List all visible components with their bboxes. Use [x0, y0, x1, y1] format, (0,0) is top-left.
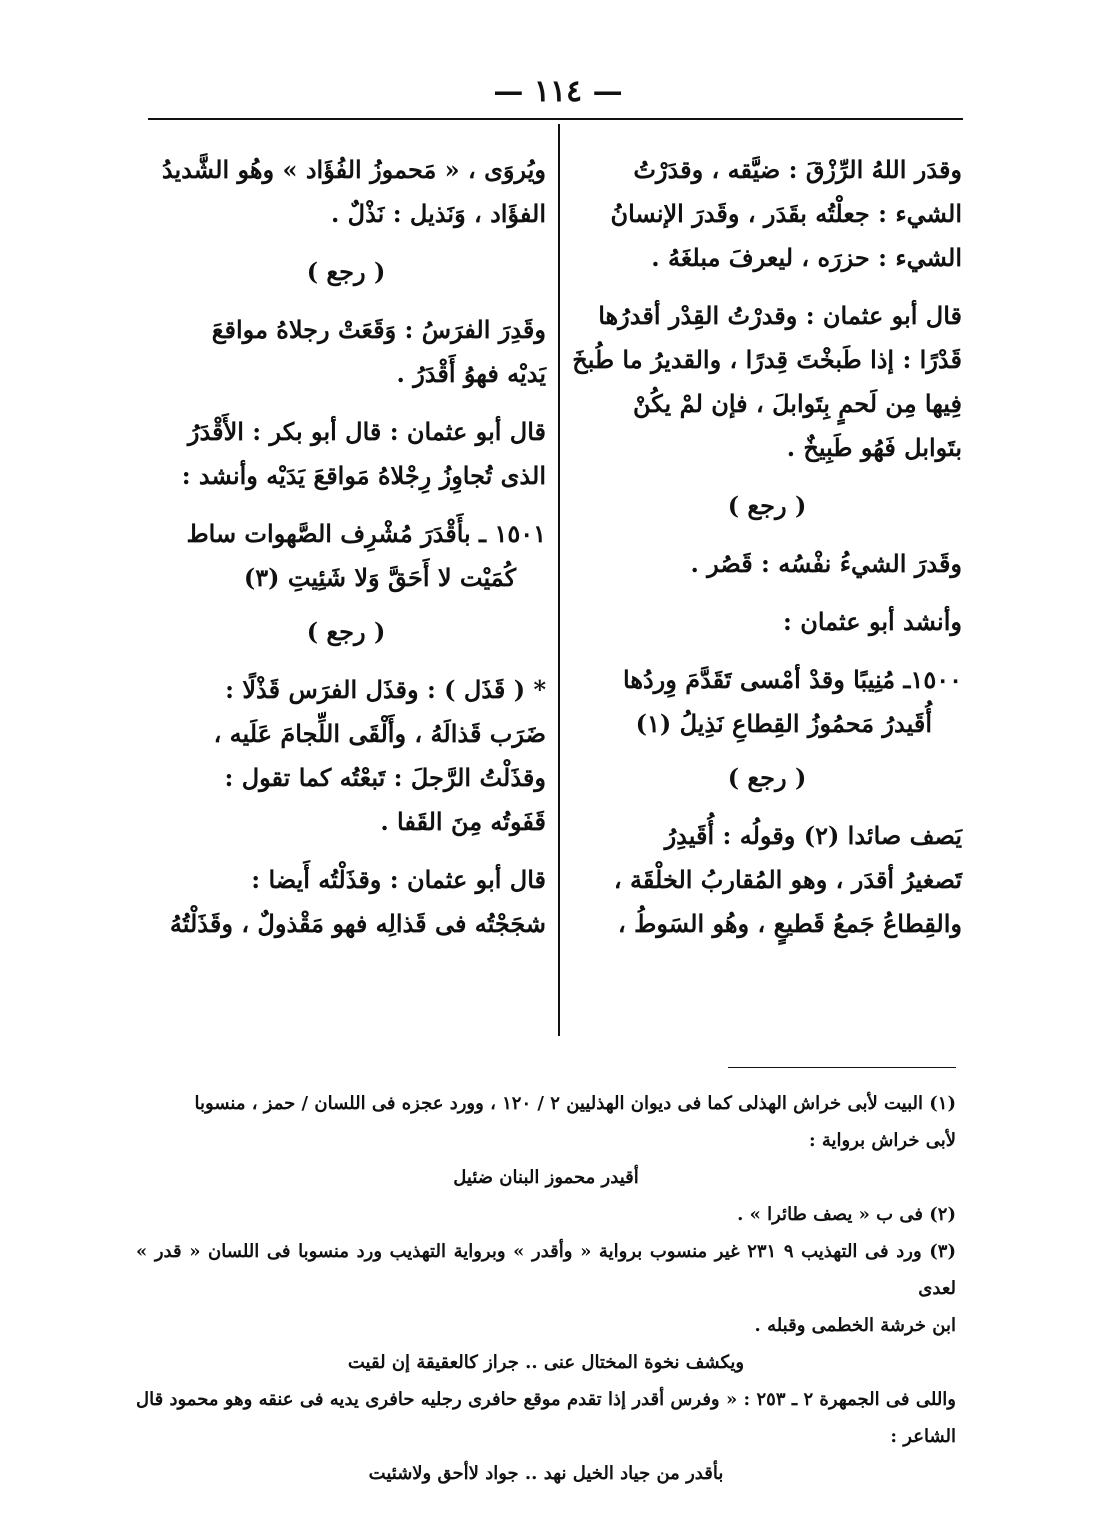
paragraph	[572, 148, 962, 280]
paragraph	[572, 600, 962, 644]
left-column	[146, 148, 546, 960]
paragraph	[572, 814, 962, 946]
text-line: قال أبو عثمان : قال أبو بكر : الأَقْدَرُ	[187, 417, 546, 446]
verse-line: كُمَيْت لا أَحَقَّ وَلا شَئِيتِ (٣)	[243, 563, 516, 592]
footnote-line: ويكشف نخوة المختال عنى .. جراز كالعقيقة إن لقيت	[347, 1352, 745, 1373]
text-line: بتَوابل فَهُو طَبِيخٌ .	[786, 433, 962, 462]
text-line: ضَرَب قَذالَهُ ، وأَلْقَى اللِّجامَ عَلَيه ،	[213, 719, 546, 748]
text-line: الذى تُجاوِزُ رِجْلاهُ مَواقعَ يَدَيْه وأنشد :	[181, 461, 546, 490]
footnotes	[136, 1085, 956, 1492]
verse-line: ١٥٠٠ـ مُنِيبًا وقدْ أمْسى تَقَدَّمَ وِردُها	[623, 665, 962, 694]
paragraph	[146, 308, 546, 396]
column-divider	[558, 124, 560, 1036]
right-column	[572, 148, 962, 960]
verse	[146, 512, 546, 600]
header-rule	[148, 118, 963, 120]
text-line: وقَدِرَ الفرَسُ : وَقَعَتْ رجلاهُ مواقعَ	[211, 315, 546, 344]
text-line: قَفَوتُه مِنَ القَفا .	[380, 807, 546, 836]
text-line: يَصف صائدا (٢) وقولُه : أُقَيدِرُ	[664, 821, 962, 850]
text-line: شجَجْتُه فى قَذالِه فهو مَقْذولٌ ، وقَذَلْتُهُ	[169, 909, 546, 938]
footnote-line: بأقدر من جياد الخيل نهد .. جواد لاأحق ولاشئيت	[368, 1463, 724, 1484]
text-line: وأنشد أبو عثمان :	[783, 607, 962, 636]
section-marker: ( رجع )	[727, 763, 807, 792]
verse-line: ١٥٠١ ـ بأَقْدَرَ مُشْرِف الصَّهوات ساط	[186, 519, 546, 548]
text-line: الشيء : جعلْتُه بقَدَر ، وقَدرَ الإنسانُ	[610, 199, 962, 228]
section-marker: ( رجع )	[727, 491, 807, 520]
paragraph	[146, 410, 546, 498]
footnote-rule	[728, 1067, 956, 1068]
footnote-line: لأبى خراش برواية :	[808, 1130, 956, 1151]
footnote-line: واللى فى الجمهرة ٢ ـ ٢٥٣ : « وفرس أقدر إذا تقدم موقع حافرى رجليه حافرى يديه فى عنقه وهو محمود قال الشاعر :	[136, 1389, 956, 1447]
text-line: قال أبو عثمان : وقذَلْتُه أَيضا :	[251, 865, 546, 894]
text-line: وقذَلْتُ الرَّجلَ : تَبعْتُه كما تقول :	[224, 763, 546, 792]
text-line: والقِطاعُ جَمعُ قَطيعٍ ، وهُو السَوطُ ،	[618, 909, 962, 938]
footnote-line: (٣) ورد فى التهذيب ٩ ٢٣١ غير منسوب برواية « وأقدر » وبرواية التهذيب ورد منسوبا فى اللسان « قدر » لعدى	[136, 1241, 956, 1299]
text-line: فِيها مِن لَحمٍ بِتَوابلَ ، فإن لمْ يكُنْ	[633, 389, 962, 418]
footnote-line: ابن خرشة الخطمى وقبله .	[754, 1315, 956, 1336]
paragraph	[146, 668, 546, 844]
page-number: — ١١٤ —	[493, 74, 623, 109]
verse-line: أُقَيدرُ مَحمُوزُ القِطاعِ نَذِيلُ (١)	[635, 709, 932, 738]
text-line: الشيء : حزرَه ، ليعرفَ مبلغَهُ .	[651, 243, 962, 272]
text-line: قال أبو عثمان : وقدرْتُ القِدْر أقدرُها	[598, 301, 962, 330]
text-line: الفؤَاد ، وَنَذيل : نَذْلٌ .	[330, 199, 546, 228]
paragraph	[572, 542, 962, 586]
text-line: يَديْه فهوُ أَقْدَرُ .	[396, 359, 546, 388]
section-marker: ( رجع )	[306, 257, 386, 286]
paragraph	[146, 858, 546, 946]
text-line: وقَدرَ الشيءُ نفْسُه : قَصُر .	[690, 549, 962, 578]
text-line: وقدَر اللهُ الرِّزْقَ : ضيَّقه ، وقدَرْتُ	[633, 155, 962, 184]
footnote-line: (١) البيت لأبى خراش الهذلى كما فى ديوان الهذليين ٢ / ١٢٠ ، وورد عجزه فى اللسان / حمز ، منسوبا	[194, 1093, 956, 1114]
paragraph	[572, 294, 962, 470]
text-line: * ( قَذَل ) : وقذَل الفرَس قَذْلًا :	[225, 675, 546, 704]
footnote-line: (٢) فى ب « يصف طائرا » .	[737, 1204, 956, 1225]
verse	[572, 658, 962, 746]
footnote-line: أقيدر محموز البنان ضئيل	[453, 1167, 639, 1188]
section-marker: ( رجع )	[306, 617, 386, 646]
text-line: ويُروَى ، « مَحموزُ الفُؤَاد » وهُو الشَّديدُ	[161, 155, 546, 184]
text-line: تَصغيرُ أقدَر ، وهو المُقاربُ الخلْقَة ،	[613, 865, 962, 894]
paragraph	[146, 148, 546, 236]
text-line: قَدْرًا : إذا طَبخْتَ قِدرًا ، والقديرُ ما طُبخَ	[572, 345, 962, 374]
